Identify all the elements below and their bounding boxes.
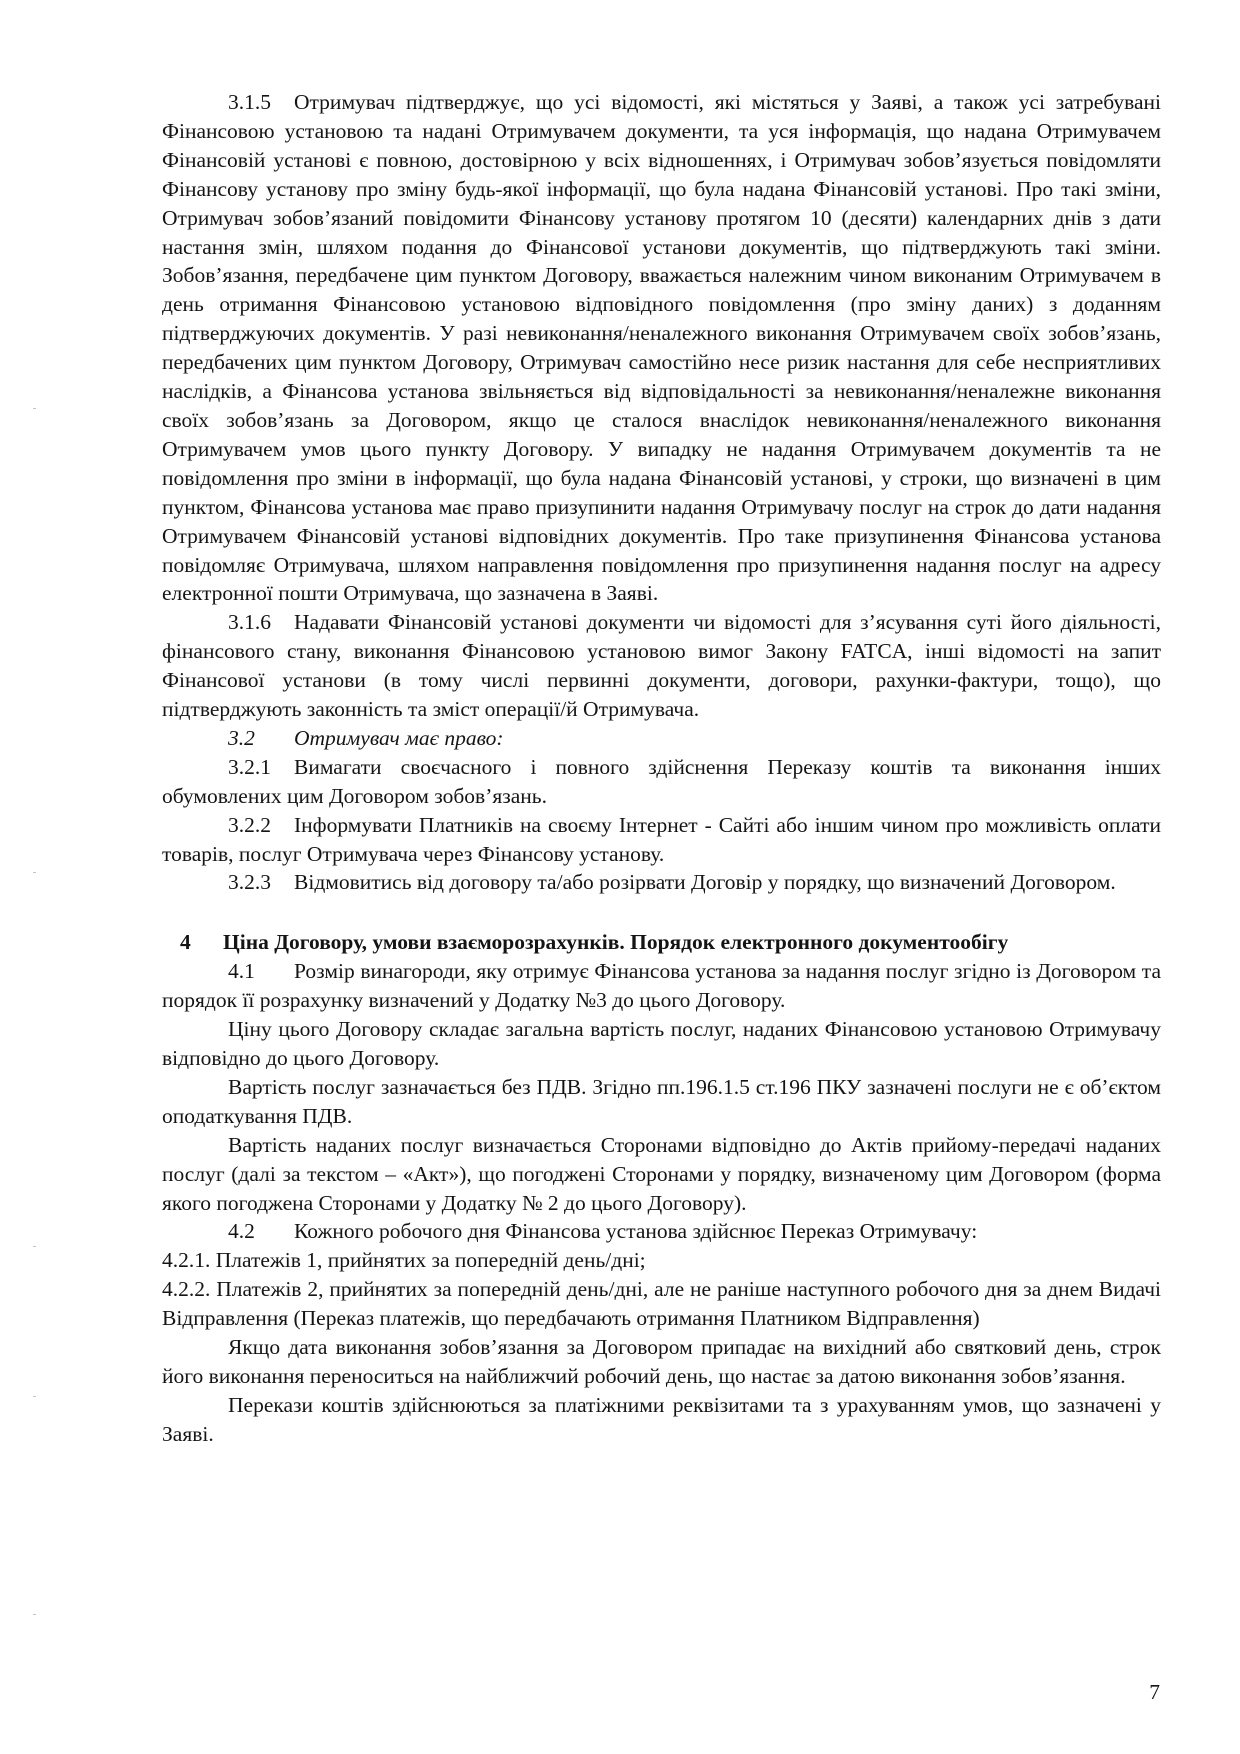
- clause-4-1-acts: Вартість наданих послуг визначається Сторонами відповідно до Актів прийому-передачі наданих послуг (далі за текстом – «Акт»), що погоджені Сторонами у порядку, визначеному цим Договором (форма якого погоджена Сторонами у Додатку № 2 до цього Договору).: [162, 1132, 1161, 1215]
- clause-number: 3.2.1: [228, 754, 271, 779]
- scan-artifact: [33, 1396, 36, 1397]
- clause-number: 3.1.6: [228, 610, 271, 635]
- clause-text: Вимагати своєчасного і повного здійснення Переказу коштів та виконання інших обумовлених цим Договором зобов’язань.: [162, 754, 1161, 808]
- clause-number: 4.1: [228, 959, 255, 984]
- clause-3-2-2: [162, 811, 1161, 869]
- clause-4-1: [162, 957, 1161, 1015]
- clause-text: Інформувати Платників на своєму Інтернет - Сайті або іншим чином про можливість оплати товарів, послуг Отримувача через Фінансову установу.: [162, 812, 1161, 866]
- clause-text: Розмір винагороди, яку отримує Фінансова установа за надання послуг згідно із Договором та порядок її розрахунку визначений у Додатку №3 до цього Договору.: [162, 959, 1161, 1013]
- clause-4-2: [162, 1217, 1161, 1246]
- clause-text: Надавати Фінансовій установі документи чи відомості для з’ясування суті його діяльності, фінансового стану, виконання Фінансовою установою вимог Закону FATCA, інші відомості на запит Фінансової установи (в тому числі первинні документи, договори, рахунки-фактури, тощо), що підтверджують законність та зміст операції/й Отримувача.: [162, 610, 1161, 722]
- clause-4-2-transfers: Перекази коштів здійснюються за платіжними реквізитами та з урахуванням умов, що зазначені у Заяві.: [162, 1392, 1161, 1446]
- section-4-heading: [162, 928, 1161, 957]
- clause-4-1-price: Ціну цього Договору складає загальна вартість послуг, наданих Фінансовою установою Отримувачу відповідно до цього Договору.: [162, 1017, 1161, 1070]
- clause-3-2: [162, 724, 1161, 753]
- clause-text: Відмовитись від договору та/або розірвати Договір у порядку, що визначений Договором.: [294, 870, 1116, 895]
- section-title: Ціна Договору, умови взаєморозрахунків. Порядок електронного документообігу: [223, 930, 1009, 955]
- clause-4-2-2: 4.2.2. Платежів 2, прийнятих за попередній день/дні, але не раніше наступного робочого дня за днем Видачі Відправлення (Переказ платежів, що передбачають отримання Платником Відправлення): [162, 1277, 1161, 1331]
- scan-artifact: [33, 1246, 36, 1247]
- clause-4-2-holiday: Якщо дата виконання зобов’язання за Договором припадає на вихідний або святковий день, строк його виконання переноситься на найближчий робочий день, що настає за датою виконання зобов’язання.: [162, 1335, 1161, 1388]
- clause-3-1-6: [162, 608, 1161, 724]
- clause-3-2-1: [162, 753, 1161, 811]
- clause-text: Кожного робочого дня Фінансова установа здійснює Переказ Отримувачу:: [294, 1219, 978, 1244]
- scan-artifact: [33, 1614, 36, 1615]
- clause-text: Отримувач підтверджує, що усі відомості, які містяться у Заяві, а також усі затребувані Фінансовою установою та надані Отримувачем документи, та уся інформація, що надана Отримувачем Фінансовій установі є повною, достовірною у всіх відношеннях, і Отримувач зобов’язується повідомляти Фінансову установу про зміну будь-якої інформації, що була надана Фінансовій установі. Про такі зміни, Отримувач зобов’язаний повідомити Фінансову установу протягом 10 (десяти) календарних днів з дати настання змін, шляхом подання до Фінансової установи документів, що підтверджують такі зміни. Зобов’язання, передбачене цим пунктом Договору, вважається належним чином виконаним Отримувачем в день отримання Фінансовою установою відповідного повідомлення (про зміну даних) з доданням підтверджуючих документів. У разі невиконання/неналежного виконання Отримувачем своїх зобов’язань, передбачених цим пунктом Договору, Отримувач самостійно несе ризик настання для себе несприятливих наслідків, а Фінансова установа звільняється від відповідальності за невиконання/неналежне виконання своїх зобов’язань за Договором, якщо це сталося внаслідок невиконання/неналежного виконання Отримувачем умов цього пункту Договору. У випадку не надання Отримувачем документів та не повідомлення про зміни в інформації, що була надана Фінансовій установі, у строки, що визначені в цим пунктом, Фінансова установа має право призупинити надання Отримувачу послуг на строк до дати надання Отримувачем Фінансовій установі відповідних документів. Про таке призупинення Фінансова установа повідомляє Отримувача, шляхом направлення повідомлення про призупинення надання послуг на адресу електронної пошти Отримувача, що зазначена в Заяві.: [162, 90, 1161, 606]
- clause-number: 3.1.5: [228, 90, 271, 114]
- clause-text: Отримувач має право:: [294, 725, 504, 750]
- clause-number: 3.2.3: [228, 870, 271, 895]
- scan-artifact: [33, 872, 36, 873]
- clause-number: 3.2.2: [228, 812, 271, 837]
- scan-artifact: [33, 408, 36, 409]
- clause-3-1-5: [162, 88, 1161, 608]
- clause-number: 4.2: [228, 1219, 255, 1244]
- clause-3-2-3: [162, 868, 1161, 897]
- page-number: 7: [1149, 1680, 1160, 1704]
- clause-4-1-vat: Вартість послуг зазначається без ПДВ. Згідно пп.196.1.5 ст.196 ПКУ зазначені послуги не є об’єктом оподаткування ПДВ.: [162, 1074, 1161, 1128]
- section-number: 4: [180, 930, 191, 955]
- document-body: [162, 88, 1161, 1449]
- clause-4-2-1: 4.2.1. Платежів 1, прийнятих за попередній день/дні;: [162, 1248, 646, 1273]
- clause-number: 3.2: [228, 725, 255, 750]
